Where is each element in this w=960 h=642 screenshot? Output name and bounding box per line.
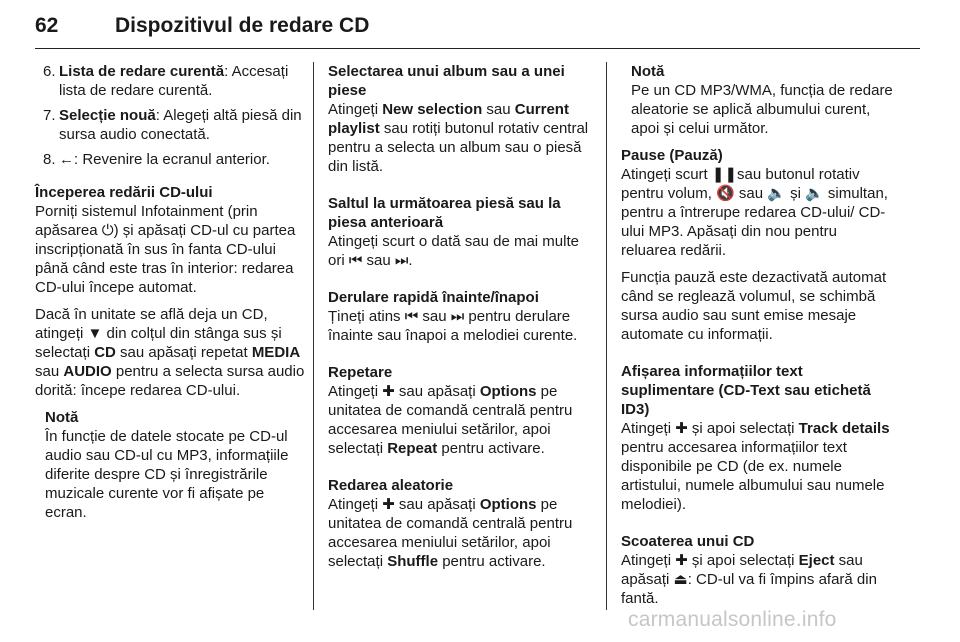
- menu-options-list: [35, 62, 307, 169]
- paragraph: Dacă în unitate se află deja un CD, atingeți ▼ din colțul din stânga sus și selectați CD sau apăsați repetat MEDIA sau AUDIO pentru a selecta sursa audio dorită: începe redarea CD-ului.: [35, 306, 305, 399]
- paragraph: Atingeți ✚ și apoi selectați Eject sau apăsați ⏏: CD-ul va fi împins afară din fantă.: [621, 552, 877, 607]
- note-text: În funcție de datele stocate pe CD-ul audio sau CD-ul cu MP3, informațiile diferite despre CD și înregistrările muzicale curente vor fi afișate pe ecran.: [45, 428, 289, 521]
- page-title: Dispozitivul de redare CD: [115, 14, 370, 37]
- column-1: [35, 62, 307, 530]
- paragraph: Atingeți ✚ și apoi selectați Track details pentru accesarea informațiilor text disponibile pe CD (de ex. numele artistului, numele albumului sau numele melodiei).: [621, 420, 890, 513]
- section-heading: Afișarea informațiilor text suplimentare (CD-Text sau etichetă ID3): [621, 363, 871, 418]
- note-box: [621, 62, 893, 138]
- paragraph: Țineți atins ⏮ sau ⏭ pentru derulare înainte sau înapoi a melodiei curente.: [328, 308, 578, 344]
- list-item: 7. Selecție nouă: Alegeți altă piesă din sursa audio conectată.: [43, 107, 302, 143]
- section-heading: Începerea redării CD-ului: [35, 184, 213, 201]
- page-number: 62: [35, 14, 59, 37]
- section-heading: Saltul la următoarea piesă sau la piesa anterioară: [328, 195, 561, 231]
- list-item: 8. ←: Revenire la ecranul anterior.: [43, 151, 270, 168]
- paragraph: Atingeți ✚ sau apăsați Options pe unitatea de comandă centrală pentru accesarea meniului setărilor, apoi selectați Shuffle pentru activare.: [328, 496, 573, 570]
- watermark: carmanualsonline.info: [628, 608, 837, 631]
- note-box: [35, 408, 307, 522]
- paragraph: Porniți sistemul Infotainment (prin apăsarea ⏻) și apăsați CD-ul cu partea inscripționată în sus în fanta CD-ului până când este tras în interior: redarea CD-ului începe automat.: [35, 203, 296, 296]
- list-item: 6. Lista de redare curentă: Accesați lista de redare curentă.: [43, 63, 289, 99]
- column-divider-2: [606, 62, 607, 610]
- column-2: [328, 62, 596, 579]
- note-title: Notă: [45, 409, 79, 426]
- back-arrow-icon: ←: [59, 151, 74, 168]
- note-text: Pe un CD MP3/WMA, funcția de redare aleatorie se aplică albumului curent, apoi și celui următor.: [631, 82, 893, 137]
- paragraph: Atingeți scurt ❚❚sau butonul rotativ pentru volum, 🔇 sau 🔈 și 🔈 simultan, pentru a întrerupe redarea CD-ului/ CD-ului MP3. Apăsați din nou pentru reluarea redării.: [621, 166, 888, 259]
- paragraph: Atingeți New selection sau Current playlist sau rotiți butonul rotativ central pentru a selecta un album sau o piesă din listă.: [328, 101, 589, 175]
- section-heading: Pause (Pauză): [621, 147, 723, 164]
- column-3: [621, 62, 893, 616]
- column-divider-1: [313, 62, 314, 610]
- section-heading: Selectarea unui album sau a unei piese: [328, 63, 565, 99]
- section-heading: Repetare: [328, 364, 393, 381]
- section-heading: Redarea aleatorie: [328, 477, 454, 494]
- section-heading: Derulare rapidă înainte/înapoi: [328, 289, 539, 306]
- page-header: [35, 10, 920, 49]
- paragraph: Atingeți ✚ sau apăsați Options pe unitatea de comandă centrală pentru accesarea meniului setărilor, apoi selectați Repeat pentru activare.: [328, 383, 573, 457]
- note-title: Notă: [631, 63, 665, 80]
- paragraph: Atingeți scurt o dată sau de mai multe ori ⏮ sau ⏭.: [328, 233, 579, 269]
- section-heading: Scoaterea unui CD: [621, 533, 755, 550]
- paragraph: Funcția pauză este dezactivată automat când se reglează volumul, se schimbă sursa audio sau sunt emise mesaje automate cu informații.: [621, 269, 887, 343]
